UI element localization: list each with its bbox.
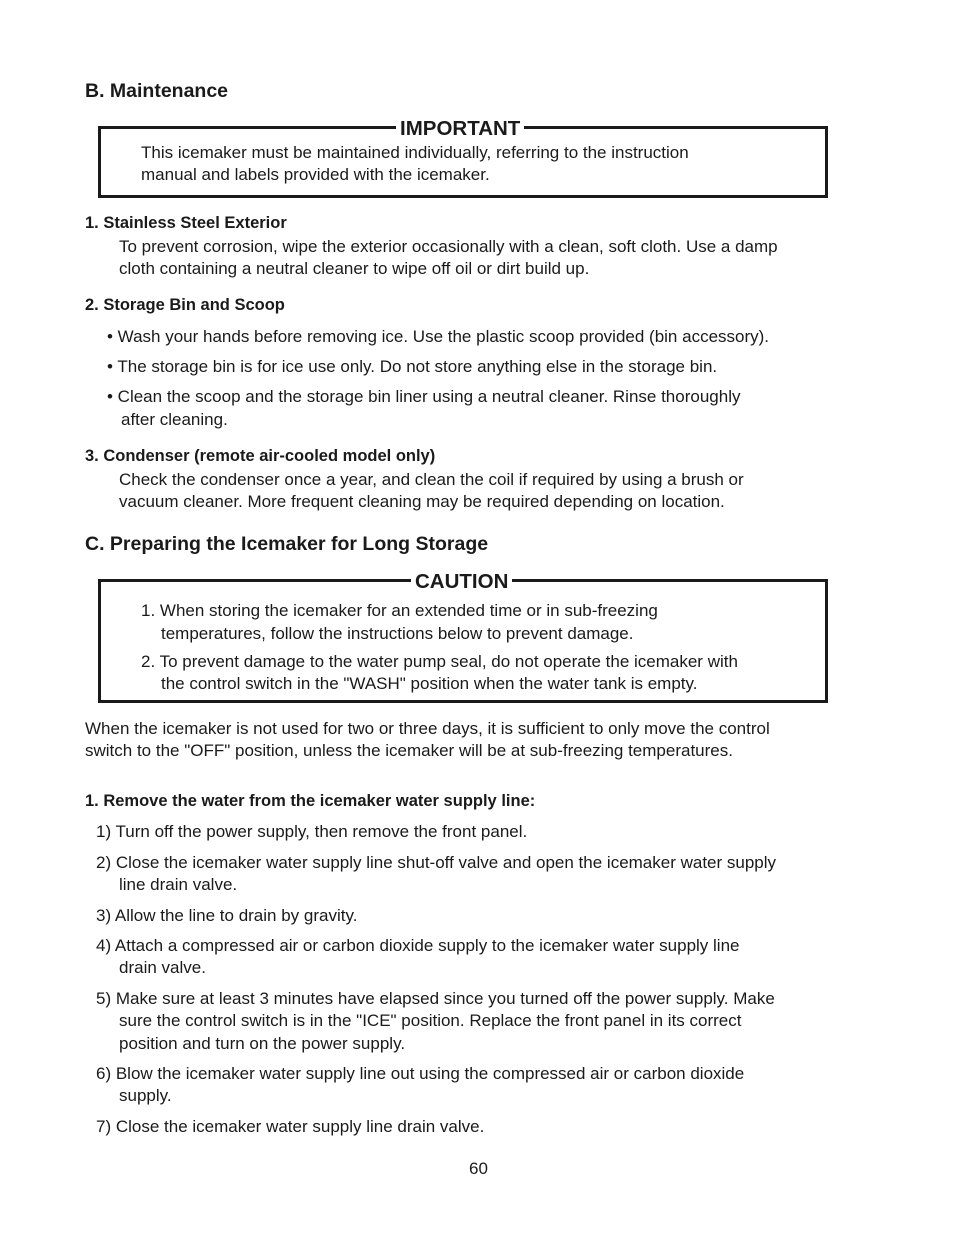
caution-item-2-line2: the control switch in the "WASH" position when the water tank is empty. <box>161 674 698 693</box>
stainless-text-line1: To prevent corrosion, wipe the exterior occasionally with a clean, soft cloth. Use a damp <box>119 237 778 256</box>
step-1: 1) Turn off the power supply, then remove the front panel. <box>96 822 528 841</box>
step-7: 7) Close the icemaker water supply line drain valve. <box>96 1117 485 1136</box>
bin-bullet-2: • The storage bin is for ice use only. Do not store anything else in the storage bin. <box>107 357 718 376</box>
section-heading-maintenance: B. Maintenance <box>85 80 229 102</box>
step-6-line2: supply. <box>119 1086 172 1105</box>
subheading-stainless: 1. Stainless Steel Exterior <box>85 214 287 232</box>
subheading-remove-water: 1. Remove the water from the icemaker water supply line: <box>85 792 536 810</box>
page-number: 60 <box>469 1159 488 1178</box>
step-4-line1: 4) Attach a compressed air or carbon dioxide supply to the icemaker water supply line <box>96 936 740 955</box>
bin-bullet-1: • Wash your hands before removing ice. Use the plastic scoop provided (bin accessory). <box>107 327 770 346</box>
condenser-text-line1: Check the condenser once a year, and clean the coil if required by using a brush or <box>119 470 744 489</box>
step-4-line2: drain valve. <box>119 958 206 977</box>
important-text-line1: This icemaker must be maintained individually, referring to the instruction <box>141 143 689 162</box>
caution-item-1-line2: temperatures, follow the instructions below to prevent damage. <box>161 624 634 643</box>
caution-item-1-line1: 1. When storing the icemaker for an extended time or in sub-freezing <box>141 601 658 620</box>
section-heading-long-storage: C. Preparing the Icemaker for Long Storage <box>85 533 489 555</box>
step-2-line2: line drain valve. <box>119 875 238 894</box>
step-3: 3) Allow the line to drain by gravity. <box>96 906 358 925</box>
step-5-line1: 5) Make sure at least 3 minutes have elapsed since you turned off the power supply. Make <box>96 989 775 1008</box>
bin-bullet-3-line1: • Clean the scoop and the storage bin liner using a neutral cleaner. Rinse thoroughly <box>107 387 741 406</box>
caution-title: CAUTION <box>411 570 512 594</box>
stainless-text-line2: cloth containing a neutral cleaner to wipe off oil or dirt build up. <box>119 259 590 278</box>
bin-bullet-3-line2: after cleaning. <box>121 410 228 429</box>
step-5-line2: sure the control switch is in the "ICE" position. Replace the front panel in its correct <box>119 1011 742 1030</box>
storage-intro-line1: When the icemaker is not used for two or three days, it is sufficient to only move the control <box>85 719 770 738</box>
step-5-line3: position and turn on the power supply. <box>119 1034 406 1053</box>
storage-intro-line2: switch to the "OFF" position, unless the icemaker will be at sub-freezing temperatures. <box>85 741 733 760</box>
important-title: IMPORTANT <box>396 117 524 141</box>
step-6-line1: 6) Blow the icemaker water supply line out using the compressed air or carbon dioxide <box>96 1064 745 1083</box>
subheading-storage-bin: 2. Storage Bin and Scoop <box>85 296 285 314</box>
important-text-line2: manual and labels provided with the icemaker. <box>141 165 490 184</box>
caution-item-2-line1: 2. To prevent damage to the water pump seal, do not operate the icemaker with <box>141 652 738 671</box>
condenser-text-line2: vacuum cleaner. More frequent cleaning may be required depending on location. <box>119 492 725 511</box>
subheading-condenser: 3. Condenser (remote air-cooled model only) <box>85 447 436 465</box>
step-2-line1: 2) Close the icemaker water supply line shut-off valve and open the icemaker water supply <box>96 853 777 872</box>
